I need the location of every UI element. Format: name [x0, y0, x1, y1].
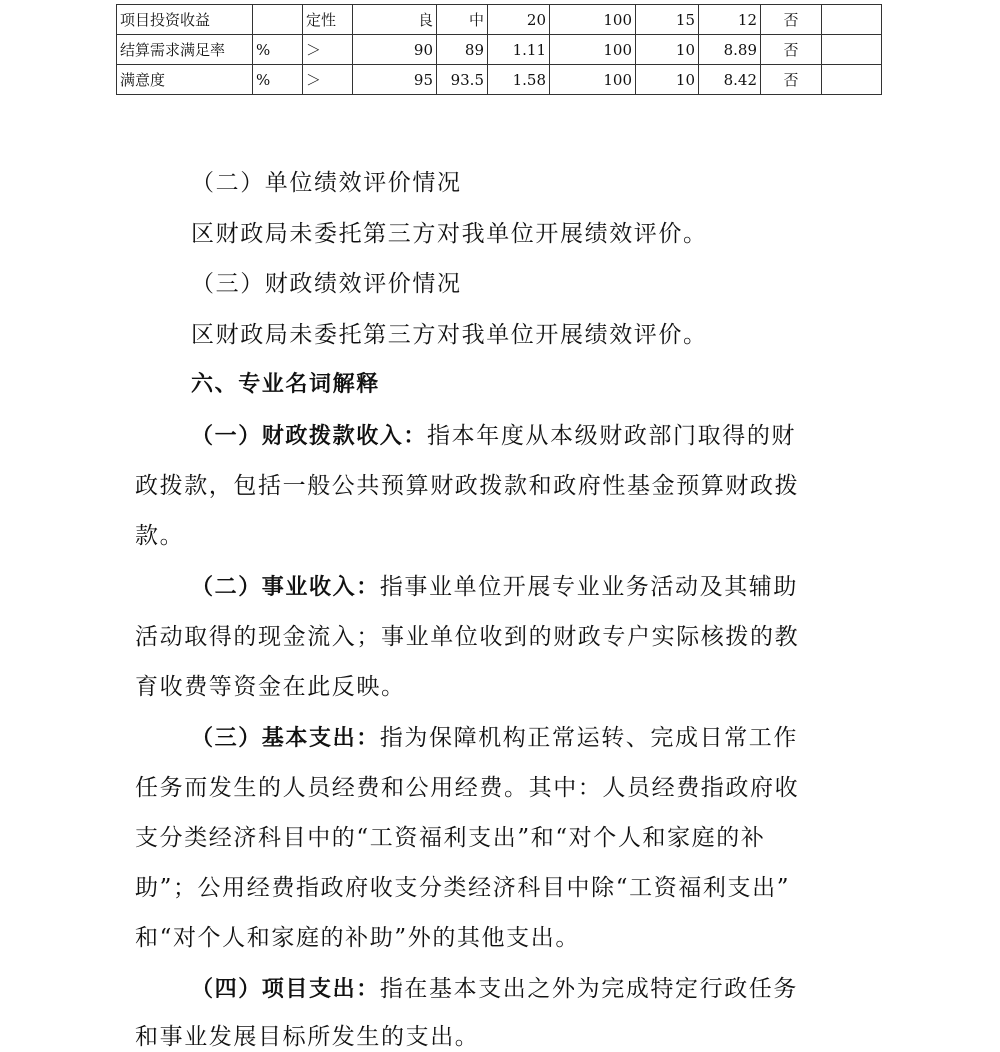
table-cell: 1.58: [488, 65, 550, 95]
table-cell: 12: [699, 5, 761, 35]
table-cell: ＞: [303, 65, 353, 95]
table-cell: %: [253, 65, 303, 95]
table-cell: 89: [437, 35, 488, 65]
table-row: [117, 65, 882, 95]
table-cell: 90: [353, 35, 437, 65]
table-row: [117, 5, 882, 35]
table-cell: %: [253, 35, 303, 65]
table-cell: 定性: [303, 5, 353, 35]
performance-table: [116, 4, 882, 95]
term-text: 指为保障机构正常运转、完成日常工作: [379, 725, 799, 751]
table-cell: [253, 5, 303, 35]
table-cell: 100: [550, 65, 636, 95]
table-cell: 满意度: [117, 65, 253, 95]
term-paragraph: [191, 417, 951, 450]
table-cell: 否: [761, 35, 822, 65]
term-text-line: 支分类经济科目中的“工资福利支出”和“对个人和家庭的补: [135, 825, 766, 851]
term-text: 指本年度从本级财政部门取得的财: [427, 423, 797, 449]
section-body-unit-evaluation: 区财政局未委托第三方对我单位开展绩效评价。: [191, 221, 708, 247]
table-cell: 100: [550, 5, 636, 35]
table-cell: 15: [636, 5, 699, 35]
table-cell: 否: [761, 65, 822, 95]
term-title: （三）基本支出：: [191, 726, 380, 751]
term-text-line: 助”；公用经费指政府收支分类经济科目中除“工资福利支出”: [135, 875, 791, 901]
term-text: 指在基本支出之外为完成特定行政任务: [379, 976, 799, 1002]
term-paragraph: [191, 970, 951, 1003]
section-heading-unit-evaluation: （二）单位绩效评价情况: [191, 170, 462, 196]
term-text-line: 和“对个人和家庭的补助”外的其他支出。: [135, 925, 580, 951]
term-title: （二）事业收入：: [191, 575, 380, 600]
table-row: [117, 35, 882, 65]
term-text-line: 育收费等资金在此反映。: [135, 674, 406, 700]
table-cell: 1.11: [488, 35, 550, 65]
section-heading-terms: 六、专业名词解释: [191, 372, 380, 397]
term-text-line: 款。: [135, 523, 185, 549]
table-cell: 8.89: [699, 35, 761, 65]
term-title: （一）财政拨款收入：: [191, 424, 428, 449]
table-cell: 良: [353, 5, 437, 35]
table-cell: ＞: [303, 35, 353, 65]
term-title: （四）项目支出：: [191, 977, 380, 1002]
term-text: 指事业单位开展专业业务活动及其辅助: [379, 574, 799, 600]
table-cell: [822, 5, 882, 35]
table-cell: 项目投资收益: [117, 5, 253, 35]
table-cell: 8.42: [699, 65, 761, 95]
table-cell: 20: [488, 5, 550, 35]
section-heading-fiscal-evaluation: （三）财政绩效评价情况: [191, 271, 462, 297]
term-text-line: 活动取得的现金流入；事业单位收到的财政专户实际核拨的教: [135, 624, 800, 650]
table-cell: [822, 65, 882, 95]
table-cell: 100: [550, 35, 636, 65]
section-body-fiscal-evaluation: 区财政局未委托第三方对我单位开展绩效评价。: [191, 322, 708, 348]
table-cell: 10: [636, 65, 699, 95]
table-cell: 10: [636, 35, 699, 65]
table-cell: 中: [437, 5, 488, 35]
table-cell: 否: [761, 5, 822, 35]
table-cell: [822, 35, 882, 65]
term-text-line: 政拨款，包括一般公共预算财政拨款和政府性基金预算财政拨: [135, 473, 800, 499]
term-paragraph: [191, 568, 951, 601]
table-cell: 93.5: [437, 65, 488, 95]
term-text-line: 和事业发展目标所发生的支出。: [135, 1024, 480, 1050]
table-cell: 结算需求满足率: [117, 35, 253, 65]
table-cell: 95: [353, 65, 437, 95]
term-text-line: 任务而发生的人员经费和公用经费。其中：人员经费指政府收: [135, 775, 800, 801]
term-paragraph: [191, 719, 951, 752]
